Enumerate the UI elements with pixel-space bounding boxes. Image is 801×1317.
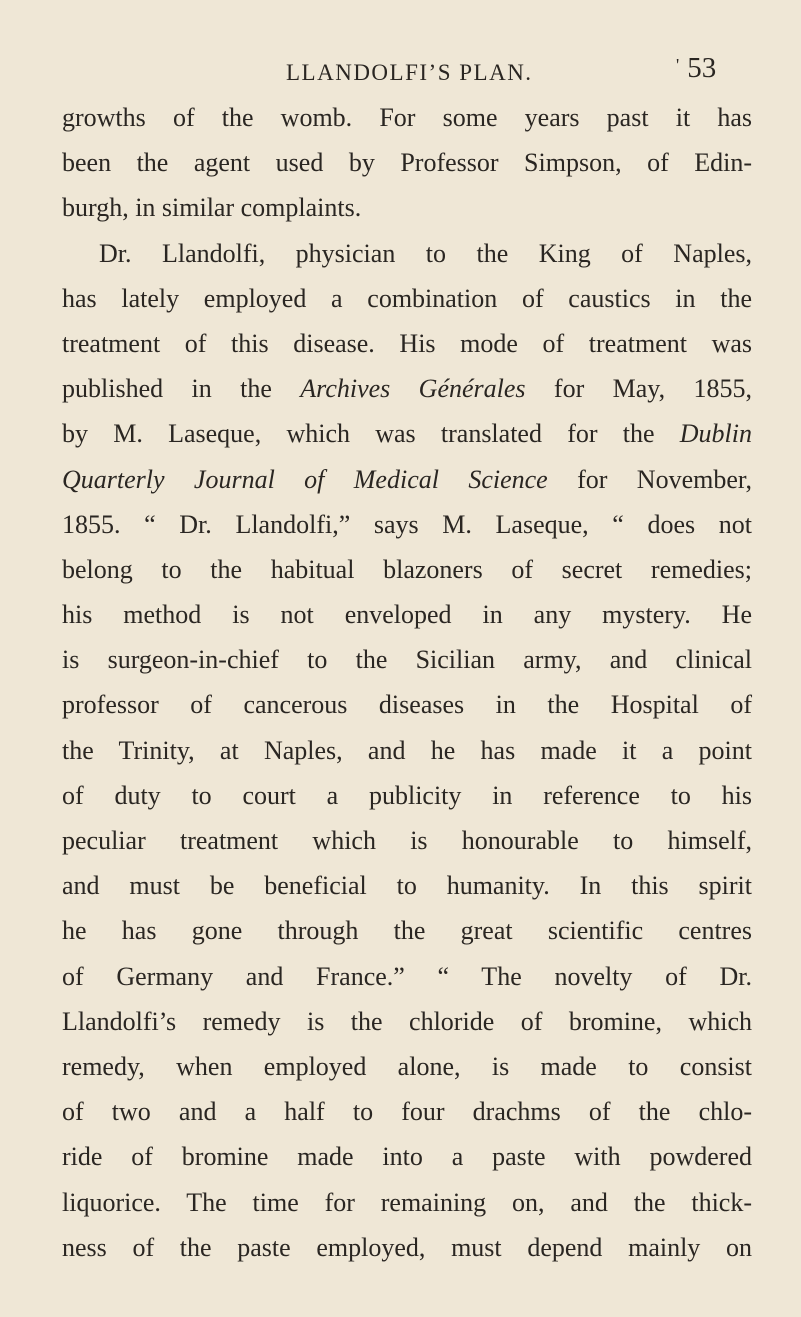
paragraph-first-line: Dr. Llandolfi, physician to the King of Naples, [99,238,752,268]
text-line: professor of cancerous diseases in the Hospital of [62,690,752,720]
text-line: published in the Archives Générales for May, 1855, [62,374,752,404]
journal-title-archives: Archives Générales [300,374,526,404]
journal-title-dublin: Dublin [679,419,752,449]
tick-mark: ' [676,55,680,75]
text-line: of two and a half to four drachms of the chlo- [62,1097,752,1127]
text-line: has lately employed a combination of caustics in the [62,283,752,313]
text-line: treatment of this disease. His mode of treatment was [62,328,752,358]
text-line: Quarterly Journal of Medical Science for November, [62,464,753,494]
text-line: liquorice. The time for remaining on, and the thick- [62,1187,752,1217]
text-line: ride of bromine made into a paste with powdered [62,1142,752,1172]
journal-title-quarterly: Quarterly Journal of Medical Science [62,464,548,494]
text-line: remedy, when employed alone, is made to consist [62,1051,752,1081]
text-line: Llandolfi’s remedy is the chloride of bromine, which [62,1006,752,1036]
text-line: of duty to court a publicity in reference to his [62,780,752,810]
text-line: 1855. “ Dr. Llandolfi,” says M. Laseque, “ does not [62,509,752,539]
running-title: LLANDOLFI’S PLAN. [286,60,533,85]
text-line: and must be beneficial to humanity. In this spirit [62,871,752,901]
text-line: the Trinity, at Naples, and he has made it a point [62,735,752,765]
body-text [62,95,752,1270]
text-line: growths of the womb. For some years past it has [62,103,752,132]
text-line: been the agent used by Professor Simpson, of Edin- [62,148,752,178]
text-line: belong to the habitual blazoners of secret remedies; [62,554,752,584]
text-line: he has gone through the great scientific centres [62,916,752,946]
text-line: peculiar treatment which is honourable to himself, [62,826,752,855]
text-line: by M. Laseque, which was translated for the Dublin [62,419,752,449]
text-line: ness of the paste employed, must depend mainly on [62,1232,752,1262]
running-head [0,52,801,92]
page-number-value: 53 [687,52,717,84]
text-line: of Germany and France.” “ The novelty of Dr. [62,961,752,991]
text-line: is surgeon-in-chief to the Sicilian army, and clinical [62,645,752,675]
text-line: burgh, in similar complaints. [62,193,362,223]
text-line: his method is not enveloped in any mystery. He [62,600,752,630]
page-number [676,52,716,85]
